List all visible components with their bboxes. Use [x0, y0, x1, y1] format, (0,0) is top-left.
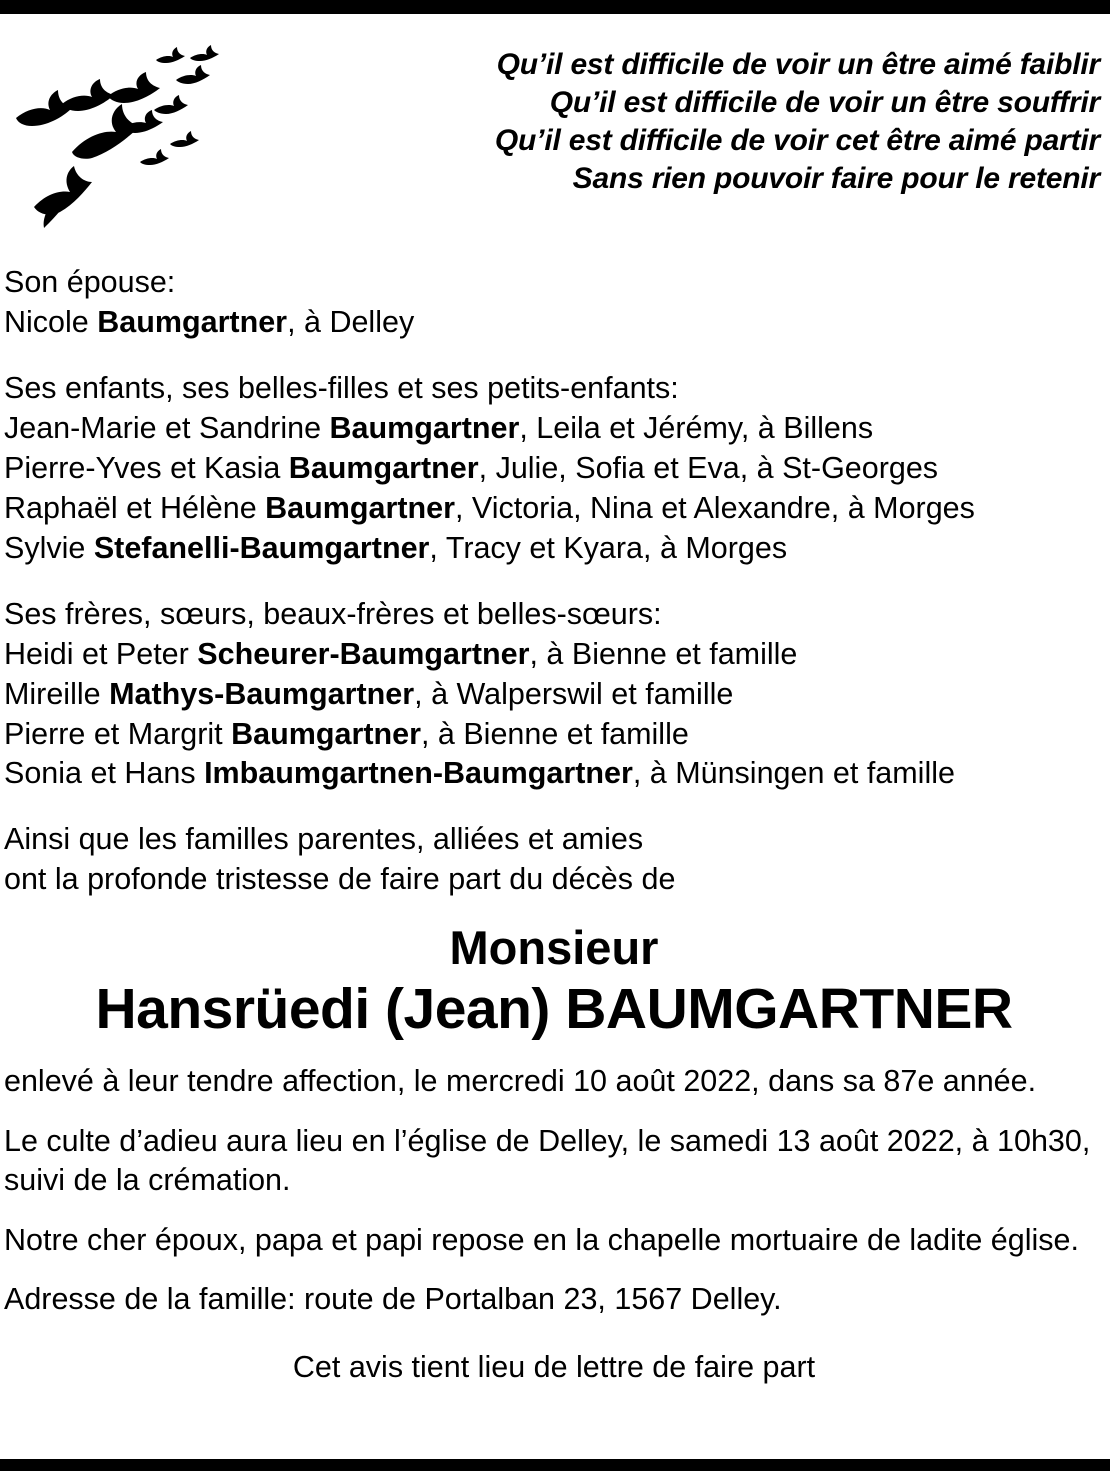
deceased-name: Hansrüedi (Jean) BAUMGARTNER — [95, 977, 1013, 1042]
family-entry — [4, 449, 1104, 489]
flying-birds-illustration — [4, 32, 334, 237]
poem — [334, 32, 1104, 198]
deceased-title: Monsieur — [449, 921, 659, 975]
entry-surname: Baumgartner — [97, 304, 288, 339]
death-details: enlevé à leur tendre affection, le mercredi 10 août 2022, dans sa 87e année. — [4, 1063, 1037, 1098]
entry-post: , à Bienne et famille — [420, 716, 689, 751]
entry-surname: Baumgartner — [231, 716, 421, 751]
entry-pre: Heidi et Peter — [4, 636, 198, 671]
children-section — [4, 369, 1104, 569]
entry-surname: Mathys-Baumgartner — [109, 676, 415, 711]
notice-content — [0, 14, 1110, 1385]
top-border-rule — [0, 0, 1110, 14]
entry-pre: Sylvie — [4, 530, 94, 565]
entry-pre: Jean-Marie et Sandrine — [4, 410, 330, 445]
entry-surname: Baumgartner — [265, 490, 455, 525]
entry-surname: Baumgartner — [329, 410, 520, 445]
entry-post: , Julie, Sofia et Eva, à St-Georges — [478, 450, 939, 485]
entry-surname: Scheurer-Baumgartner — [197, 636, 530, 671]
section-heading: Ses frères, sœurs, beaux-frères et belles-sœurs: — [4, 596, 662, 631]
entry-post: , Tracy et Kyara, à Morges — [429, 530, 788, 565]
announcement-line: ont la profonde tristesse de faire part du décès de — [4, 862, 676, 897]
entry-surname: Imbaumgartnen-Baumgartner — [204, 756, 633, 791]
siblings-section — [4, 595, 1104, 795]
entry-post: , à Bienne et famille — [529, 636, 798, 671]
poem-line: Sans rien pouvoir faire pour le retenir — [572, 162, 1100, 196]
family-entry — [4, 303, 1104, 343]
entry-pre: Pierre et Margrit — [4, 716, 232, 751]
chapel-details: Notre cher époux, papa et papi repose en la chapelle mortuaire de ladite église. — [4, 1222, 1079, 1257]
family-entry — [4, 715, 1104, 755]
section-heading: Ses enfants, ses belles-filles et ses petits-enfants: — [4, 370, 679, 405]
section-heading: Son épouse: — [4, 265, 176, 299]
entry-pre: Raphaël et Hélène — [4, 490, 266, 525]
service-line: suivi de la crémation. — [4, 1163, 291, 1198]
family-entry — [4, 409, 1104, 449]
family-entry — [4, 635, 1104, 675]
entry-post: , à Walperswil et famille — [414, 676, 734, 711]
poem-line: Qu’il est difficile de voir cet être aimé partir — [494, 124, 1100, 158]
service-details — [4, 1122, 1104, 1201]
entry-pre: Sonia et Hans — [4, 756, 205, 791]
spouse-section — [4, 263, 1104, 343]
service-line: Le culte d’adieu aura lieu en l’église de Delley, le samedi 13 août 2022, à 10h30, — [4, 1123, 1091, 1158]
entry-surname: Baumgartner — [288, 450, 479, 485]
deceased-name-block — [4, 922, 1104, 1042]
families-line: Ainsi que les familles parentes, alliées et amies — [4, 822, 644, 857]
entry-pre: Mireille — [4, 676, 110, 711]
family-entry — [4, 529, 1104, 569]
closing-note: Cet avis tient lieu de lettre de faire part — [292, 1350, 816, 1385]
poem-line: Qu’il est difficile de voir un être souffrir — [549, 86, 1100, 120]
entry-pre: Nicole — [4, 304, 98, 339]
family-address: Adresse de la famille: route de Portalban 23, 1567 Delley. — [4, 1282, 782, 1317]
family-entry — [4, 754, 1104, 794]
entry-pre: Pierre-Yves et Kasia — [4, 450, 289, 485]
entry-post: , à Delley — [287, 304, 415, 339]
entry-surname: Stefanelli-Baumgartner — [93, 530, 430, 565]
bottom-border-rule — [0, 1459, 1110, 1471]
poem-line: Qu’il est difficile de voir un être aimé faiblir — [496, 48, 1100, 81]
entry-post: , à Münsingen et famille — [632, 756, 955, 791]
family-entry — [4, 489, 1104, 529]
notice-header — [4, 14, 1104, 237]
entry-post: , Victoria, Nina et Alexandre, à Morges — [454, 490, 975, 525]
family-entry — [4, 675, 1104, 715]
entry-post: , Leila et Jérémy, à Billens — [519, 410, 874, 445]
extended-families-section — [4, 820, 1104, 900]
